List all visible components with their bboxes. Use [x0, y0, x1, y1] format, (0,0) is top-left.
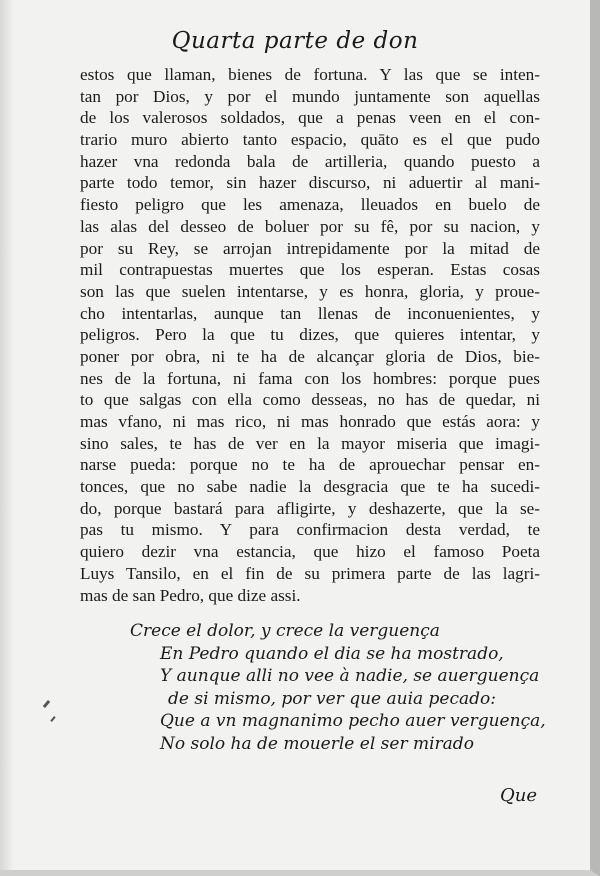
- text-line: nes de la fortuna, ni fama con los hombres: porque pues: [80, 368, 540, 388]
- ink-speck: [43, 700, 50, 708]
- text-line: to que salgas con ella como desseas, no has de quedar, ni: [80, 390, 540, 410]
- ink-speck: [50, 716, 55, 722]
- text-line: sino sales, te has de ver en la mayor miseria que imagi-: [80, 433, 540, 453]
- text-line: tan por Dios, y por el mundo juntamente son aquellas: [80, 86, 540, 106]
- verse-line: de si mismo, por ver que auia pecado:: [168, 688, 496, 709]
- text-line: tonces, que no sabe nadie la desgracia que te ha sucedi-: [80, 477, 540, 497]
- text-line: mas de san Pedro, que dize assi.: [80, 585, 301, 605]
- text-line: parte todo temor, sin hazer discurso, ni aduertir al mani-: [80, 173, 540, 193]
- text-line: estos que llaman, bienes de fortuna. Y las que se inten-: [80, 65, 540, 84]
- text-line: mas vfano, ni mas rico, ni mas honrado que estás aora: y: [80, 412, 540, 431]
- text-line: hazer vna redonda bala de artilleria, quando puesto a: [80, 151, 540, 171]
- body-text: [80, 64, 540, 606]
- text-line: trario muro abierto tanto espacio, quāto es el que pudo: [80, 130, 540, 150]
- verse-stanza: [130, 620, 550, 755]
- verse-line: Y aunque alli no vee à nadie, se auerguença: [160, 666, 540, 686]
- text-line: las alas del desseo de boluer por su fê, por su nacion, y: [80, 216, 540, 236]
- verse-line: Que a vn magnanimo pecho auer verguença,: [160, 711, 546, 731]
- text-line: cho intentarlas, aunque tan llenas de inconuenientes, y: [80, 303, 540, 323]
- text-line: de los valerosos soldados, que a penas veen en el con-: [80, 108, 540, 128]
- text-line: son las que suelen intentarse, y es honra, gloria, y proue-: [80, 281, 540, 301]
- text-line: quiero dezir vna estancia, que hizo el famoso Poeta: [80, 542, 540, 562]
- catchword: Que: [500, 785, 538, 806]
- text-line: peligros. Pero la que tu dizes, que quieres intentar, y: [80, 325, 540, 345]
- text-line: fiesto peligro que les amenaza, lleuados en buelo de: [80, 195, 540, 215]
- text-line: poner por obra, ni te ha de alcançar gloria de Dios, bie-: [80, 346, 540, 366]
- text-line: Luys Tansilo, en el fin de su primera parte de las lagri-: [80, 563, 540, 583]
- text-line: narse pueda: porque no te ha de aprouechar pensar en-: [80, 455, 540, 475]
- text-line: do, porque bastará para afligirte, y deshazerte, que la se-: [80, 498, 540, 518]
- verse-line: No solo ha de mouerle el ser mirado: [160, 733, 474, 754]
- running-head: Quarta parte de don: [171, 28, 419, 54]
- text-line: pas tu mismo. Y para confirmacion desta verdad, te: [80, 520, 540, 540]
- verse-line: En Pedro quando el dia se ha mostrado,: [160, 643, 504, 664]
- text-line: por su Rey, se arrojan intrepidamente por la mitad de: [80, 238, 540, 258]
- verse-line: Crece el dolor, y crece la verguença: [130, 621, 440, 641]
- text-line: mil contrapuestas muertes que los esperan. Estas cosas: [80, 260, 540, 280]
